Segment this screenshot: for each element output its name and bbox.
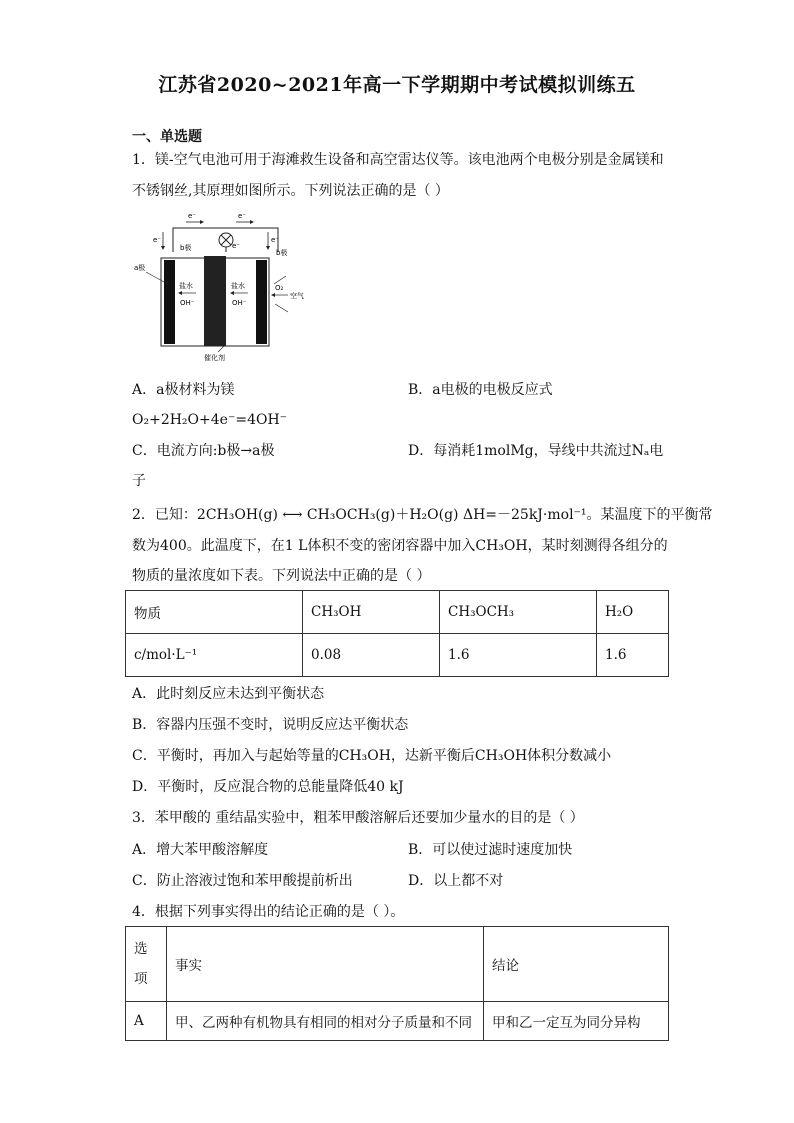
q2-stem-line3: 物质的量浓度如下表。下列说法中正确的是（ ） [132, 568, 431, 584]
header-option-bottom: 项 [134, 971, 148, 987]
table-cell: A [126, 1002, 167, 1041]
q3-option-b: B．可以使过滤时速度加快 [408, 842, 573, 858]
section-heading: 一、单选题 [132, 129, 202, 145]
diagram-label-e1: e⁻ [188, 212, 197, 220]
q3-option-c: C．防止溶液过饱和苯甲酸提前析出 [132, 873, 353, 889]
q1-option-b: B．a电极的电极反应式 [408, 382, 553, 398]
diagram-label-salt-left: 盐水 [179, 282, 193, 290]
diagram-label-air: 空气 [290, 292, 304, 300]
table-cell: 0.08 [303, 634, 440, 677]
table-row [126, 591, 669, 634]
q2-option-b: B．容器内压强不变时，说明反应达平衡状态 [132, 717, 409, 733]
table-header-cell: 物质 [126, 591, 303, 634]
table-cell: c/mol·L⁻¹ [126, 634, 303, 677]
q1-stem-line2: 不锈钢丝,其原理如图所示。下列说法正确的是（ ） [132, 183, 449, 199]
q2-option-a: A．此时刻反应未达到平衡状态 [132, 686, 325, 702]
table-header-cell [126, 927, 167, 1002]
table-cell: 1.6 [440, 634, 597, 677]
q2-option-d: D．平衡时，反应混合物的总能量降低40 kJ [132, 779, 404, 795]
diagram-label-e3: e⁻ [153, 236, 162, 244]
q2-stem-line2: 数为400。此温度下，在1 L体积不变的密闭容器中加入CH₃OH，某时刻测得各组分的 [132, 538, 668, 554]
diagram-label-a-pole: a极 [134, 264, 146, 272]
table-header-cell: 事实 [167, 927, 484, 1002]
q2-concentration-table [125, 590, 669, 677]
q1-option-c: C．电流方向:b极→a极 [132, 443, 275, 459]
q1-option-a: A．a极材料为镁 [132, 382, 235, 398]
q3-stem: 3．苯甲酸的 重结晶实验中，粗苯甲酸溶解后还要加少量水的目的是（ ） [132, 810, 584, 826]
diagram-label-e2: e⁻ [238, 212, 247, 220]
q2-option-c: C．平衡时，再加入与起始等量的CH₃OH，达新平衡后CH₃OH体积分数减小 [132, 748, 612, 764]
table-row [126, 1002, 669, 1041]
q4-fact-table [125, 926, 669, 1041]
diagram-label-oh-right: OH⁻ [232, 299, 247, 307]
header-option-top: 选 [134, 941, 148, 957]
diagram-label-e4: e⁻ [271, 236, 280, 244]
diagram-label-salt-right: 盐水 [231, 282, 245, 290]
table-header-cell: CH₃OCH₃ [440, 591, 597, 634]
diagram-label-o2: O₂ [275, 284, 284, 292]
q1-option-d: D．每消耗1molMg，导线中共流过Nₐ电 [408, 443, 664, 459]
document-title: 江苏省2020~2021年高一下学期期中考试模拟训练五 [158, 74, 636, 96]
q3-option-a: A．增大苯甲酸溶解度 [132, 842, 269, 858]
table-row [126, 634, 669, 677]
table-cell: 甲和乙一定互为同分异构 [484, 1002, 669, 1041]
battery-diagram [128, 210, 308, 365]
table-row [126, 927, 669, 1002]
diagram-label-oh-left: OH⁻ [180, 299, 195, 307]
q4-stem: 4．根据下列事实得出的结论正确的是（ ）。 [132, 904, 405, 920]
q3-option-d: D．以上都不对 [408, 873, 504, 889]
table-cell: 1.6 [597, 634, 669, 677]
q1-stem-line1: 1．镁-空气电池可用于海滩救生设备和高空雷达仪等。该电池两个电极分别是金属镁和 [132, 152, 664, 168]
table-header-cell: 结论 [484, 927, 669, 1002]
diagram-label-e5: e⁻ [232, 242, 241, 250]
diagram-label-b-pole: b极 [180, 244, 192, 252]
q1-option-d-cont: 子 [132, 473, 146, 489]
table-header-cell: CH₃OH [303, 591, 440, 634]
diagram-label-catalyst: 催化剂 [204, 354, 225, 362]
q1-option-b-cont: O₂+2H₂O+4e⁻=4OH⁻ [132, 412, 288, 428]
diagram-label-b-pole-right: b极 [276, 249, 288, 257]
table-header-cell: H₂O [597, 591, 669, 634]
table-cell: 甲、乙两种有机物具有相同的相对分子质量和不同 [167, 1002, 484, 1041]
q2-stem-line1: 2．已知：2CH₃OH(g) ⟷ CH₃OCH₃(g)＋H₂O(g) ΔH=－25kJ·mol⁻¹。某温度下的平衡常 [132, 507, 713, 523]
